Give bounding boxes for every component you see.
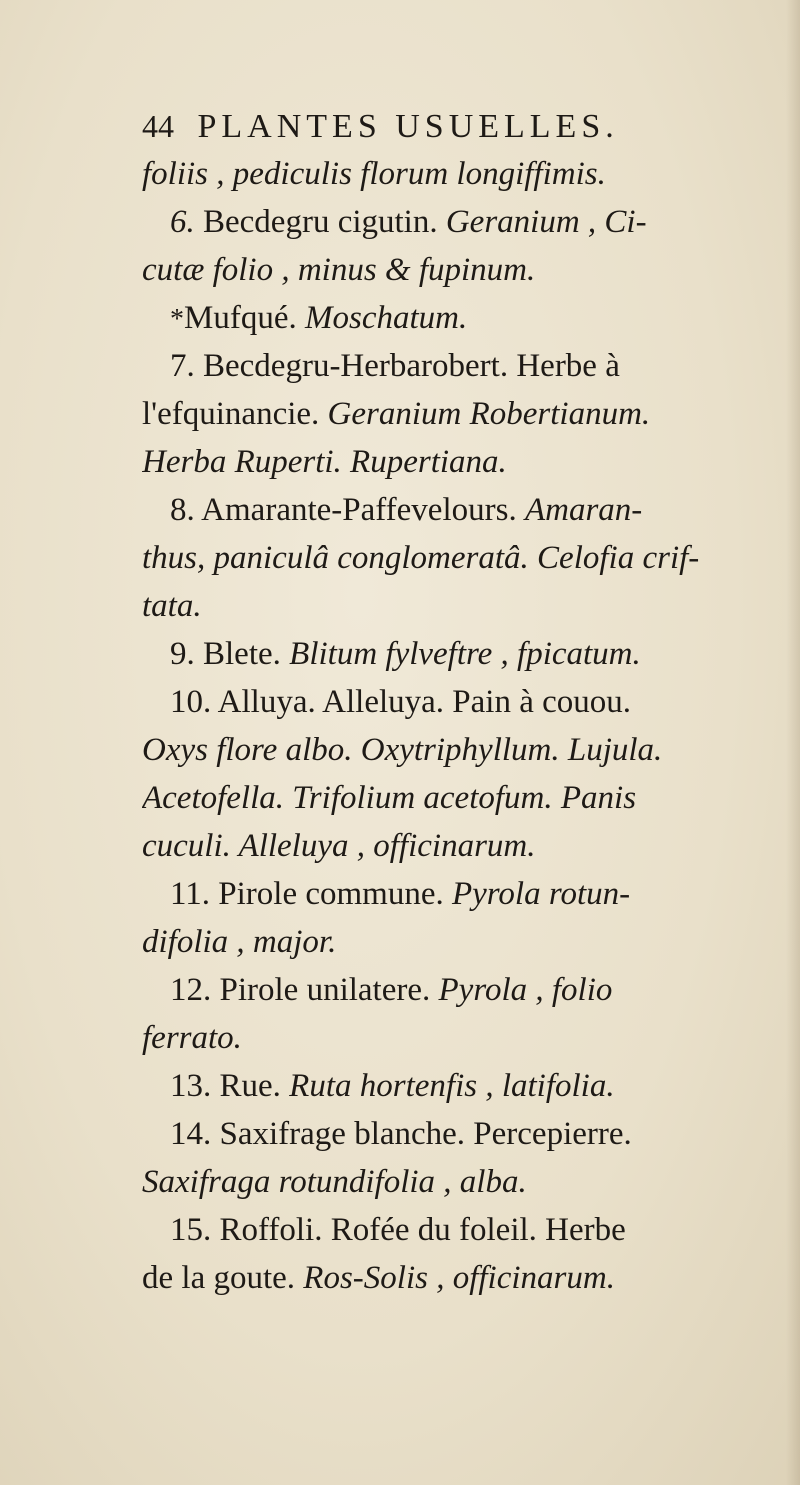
french-name-text: de la goute. xyxy=(142,1260,304,1296)
text-line xyxy=(142,246,782,294)
french-name-text: Mufqué. xyxy=(184,300,305,336)
latin-name-text: Ros-Solis , officinarum. xyxy=(303,1260,615,1296)
text-line xyxy=(142,1254,782,1302)
body-text xyxy=(142,150,782,1302)
french-name-text: Becdegru cigutin. xyxy=(203,204,446,240)
latin-name-text: Amaran- xyxy=(524,492,643,528)
text-line xyxy=(142,1206,782,1254)
text-line xyxy=(142,438,782,486)
text-line xyxy=(142,534,782,582)
text-line xyxy=(142,198,782,246)
french-name-text: 14. Saxifrage blanche. Percepierre. xyxy=(170,1116,632,1152)
latin-name-text: Saxifraga rotundifolia , alba. xyxy=(142,1164,527,1200)
text-line xyxy=(142,630,782,678)
text-line xyxy=(142,1062,782,1110)
text-line xyxy=(142,774,782,822)
text-line xyxy=(142,150,782,198)
latin-name-text: foliis , pediculis florum longiffimis. xyxy=(142,156,606,192)
french-name-text: 15. Roffoli. Rofée du foleil. Herbe xyxy=(170,1212,626,1248)
text-line xyxy=(142,1110,782,1158)
text-line xyxy=(142,582,782,630)
latin-name-text: Pyrola , folio xyxy=(438,972,613,1008)
text-line xyxy=(142,486,782,534)
french-name-text: 13. Rue. xyxy=(170,1068,290,1104)
text-line xyxy=(142,726,782,774)
text-line xyxy=(142,678,782,726)
french-name-text: 12. Pirole unilatere. xyxy=(170,972,439,1008)
latin-name-text: ferrato. xyxy=(142,1020,242,1056)
page-number: 44 xyxy=(142,108,174,144)
text-line xyxy=(142,822,782,870)
latin-name-text: Oxys flore albo. Oxytriphyllum. Lujula. xyxy=(142,732,663,768)
latin-name-text: Herba Ruperti. Rupertiana. xyxy=(142,444,507,480)
page-edge-shadow xyxy=(786,0,800,1485)
text-line xyxy=(142,870,782,918)
text-line xyxy=(142,1158,782,1206)
french-name-text: 7. Becdegru-Herbarobert. Herbe à xyxy=(170,348,620,384)
running-header xyxy=(142,108,619,146)
latin-name-text: Ruta hortenfis , latifolia. xyxy=(289,1068,615,1104)
french-name-text: 8. Amarante-Paffevelours. xyxy=(170,492,525,528)
text-line xyxy=(142,966,782,1014)
running-title: PLANTES USUELLES. xyxy=(197,108,619,145)
latin-name-text: Pyrola rotun- xyxy=(451,876,631,912)
latin-name-text: Geranium , Ci- xyxy=(445,204,647,240)
text-line xyxy=(142,1014,782,1062)
latin-name-text: cutæ folio , minus & fupinum. xyxy=(142,252,536,288)
latin-name-text: Acetofella. Trifolium acetofum. Panis xyxy=(142,780,637,816)
latin-name-text: 6. xyxy=(170,204,203,240)
french-name-text: * xyxy=(170,304,184,335)
latin-name-text: cuculi. Alleluya , officinarum. xyxy=(142,828,536,864)
text-line xyxy=(142,390,782,438)
french-name-text: 9. Blete. xyxy=(170,636,290,672)
text-line xyxy=(142,342,782,390)
latin-name-text: difolia , major. xyxy=(142,924,337,960)
latin-name-text: Moschatum. xyxy=(304,300,468,336)
french-name-text: 11. Pirole commune. xyxy=(170,876,452,912)
latin-name-text: Geranium Robertianum. xyxy=(327,396,651,432)
latin-name-text: tata. xyxy=(142,588,202,624)
text-line xyxy=(142,294,782,342)
latin-name-text: thus, paniculâ conglomeratâ. Celofia crif- xyxy=(142,540,700,576)
french-name-text: l'efquinancie. xyxy=(142,396,328,432)
text-line xyxy=(142,918,782,966)
french-name-text: 10. Alluya. Alleluya. Pain à couou. xyxy=(170,684,632,720)
latin-name-text: Blitum fylveftre , fpicatum. xyxy=(289,636,641,672)
